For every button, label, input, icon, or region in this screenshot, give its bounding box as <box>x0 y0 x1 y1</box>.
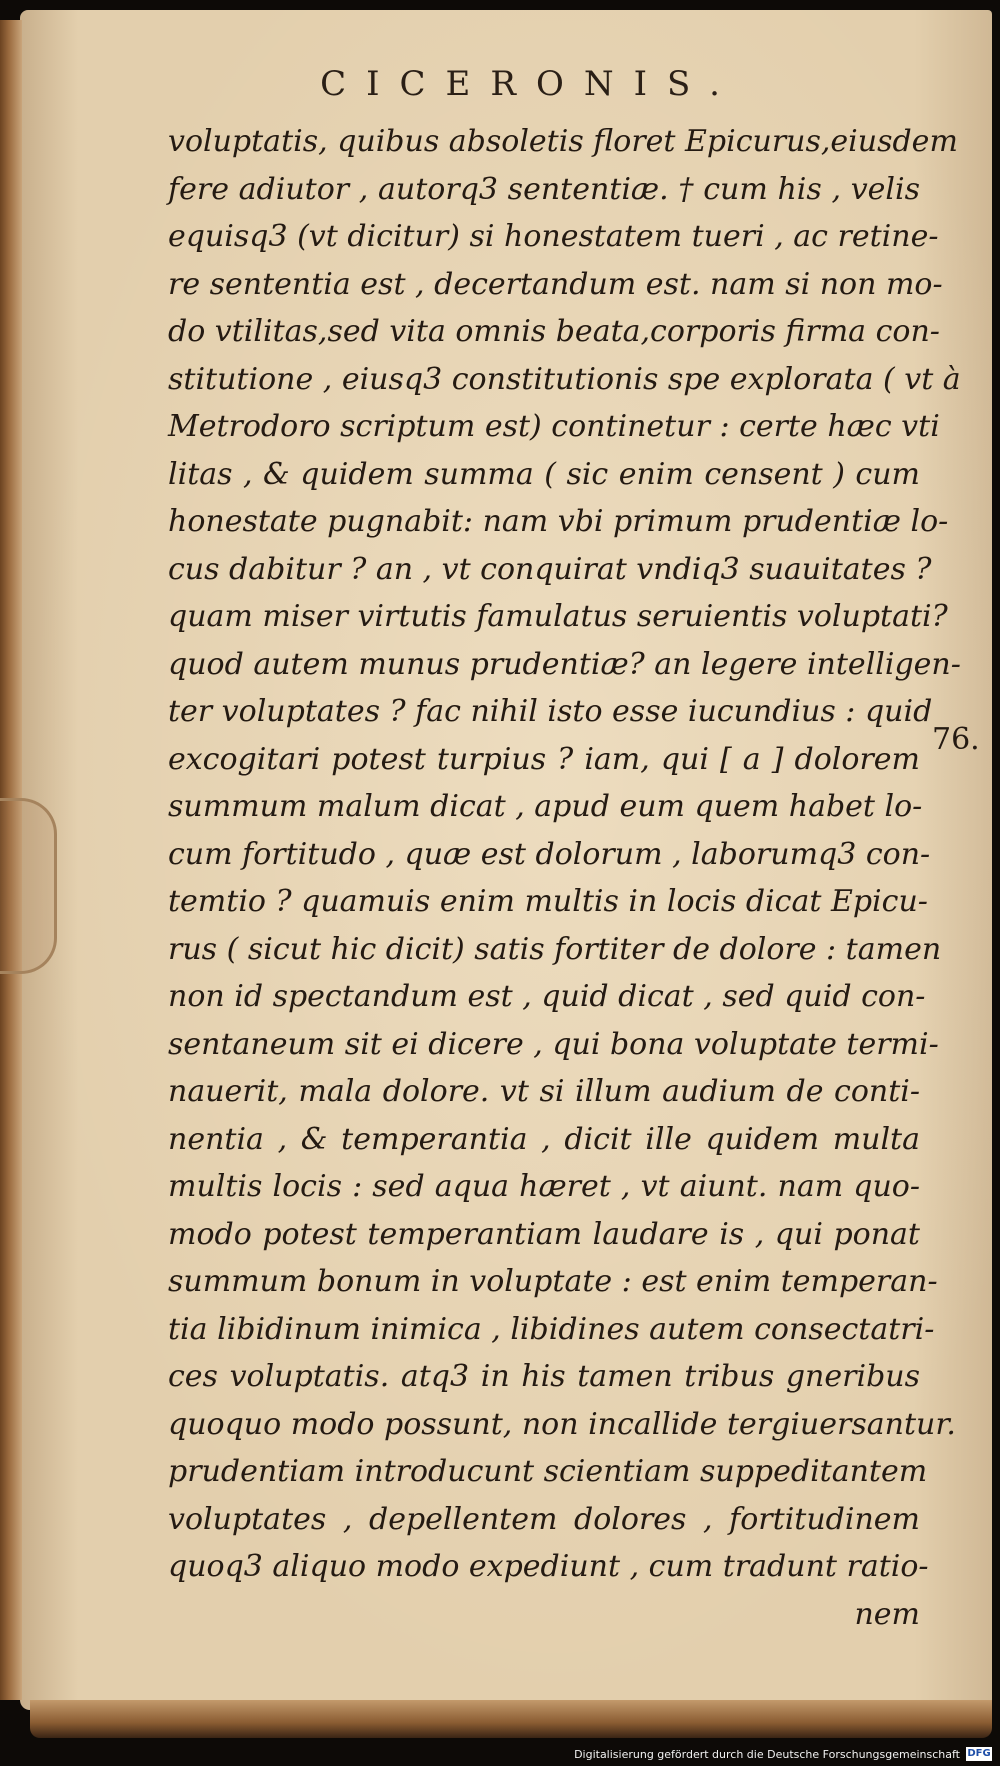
text-line: non id spectandum est , quid dicat , sed quid con- <box>168 979 926 1014</box>
text-line: temtio ? quamuis enim multis in locis dicat Epicu- <box>168 884 928 919</box>
catchword: nem <box>854 1596 920 1632</box>
text-line: re sententia est , decertandum est. nam si non mo- <box>168 266 943 302</box>
text-line: quod autem munus prudentiæ? an legere intelligen- <box>168 646 961 682</box>
margin-note: 76. <box>932 722 980 757</box>
text-line: quoq3 aliquo modo expediunt , cum tradunt ratio- <box>168 1549 929 1584</box>
running-head: CICERONIS. <box>320 64 740 104</box>
text-line: ces voluptatis. atq3 in his tamen tribus gneribus <box>168 1359 920 1394</box>
text-line: tia libidinum inimica , libidines autem consectatri- <box>168 1311 935 1347</box>
text-line: stitutione , eiusq3 constitutionis spe explorata ( vt à <box>168 361 961 397</box>
text-line: equisq3 (vt dicitur) si honestatem tueri , ac retine- <box>168 219 939 254</box>
text-line: ter voluptates ? fac nihil isto esse iucundius : quid <box>168 694 933 729</box>
text-line: excogitari potest turpius ? iam, qui [ a ] dolorem <box>168 741 920 777</box>
text-line: prudentiam introducunt scientiam suppeditantem <box>168 1454 928 1489</box>
text-line: modo potest temperantiam laudare is , qui ponat <box>168 1216 920 1252</box>
text-line: cus dabitur ? an , vt conquirat vndiq3 suauitates ? <box>168 551 932 587</box>
credit-text: Digitalisierung gefördert durch die Deutsche Forschungsgemeinschaft <box>574 1747 960 1761</box>
text-line: voluptatis, quibus absoletis floret Epicurus,eiusdem <box>168 124 958 159</box>
text-line: multis locis : sed aqua hæret , vt aiunt. nam quo- <box>168 1169 920 1204</box>
text-line: voluptates , depellentem dolores , fortitudinem <box>168 1501 920 1537</box>
text-line: summum malum dicat , apud eum quem habet lo- <box>168 789 923 824</box>
text-line: fere adiutor , autorq3 sententiæ. † cum his , velis <box>168 171 920 207</box>
text-line: honestate pugnabit: nam vbi primum prudentiæ lo- <box>168 504 949 539</box>
text-line: rus ( sicut hic dicit) satis fortiter de dolore : tamen <box>168 931 942 967</box>
text-line: quam miser virtutis famulatus seruientis voluptati? <box>168 599 948 634</box>
digitization-credit <box>574 1744 992 1764</box>
text-line: summum bonum in voluptate : est enim temperan- <box>168 1264 938 1299</box>
text-line: quoquo modo possunt, non incallide tergiuersantur. <box>168 1406 956 1442</box>
text-line: sentaneum sit ei dicere , qui bona voluptate termi- <box>168 1026 939 1062</box>
text-line: nauerit, mala dolore. vt si illum audium de conti- <box>168 1074 920 1109</box>
dfg-logo: DFG <box>967 1748 991 1759</box>
text-line: do vtilitas,sed vita omnis beata,corporis firma con- <box>168 314 940 349</box>
book-clasp <box>0 798 57 974</box>
text-line: cum fortitudo , quæ est dolorum , laborumq3 con- <box>168 836 931 872</box>
text-line: Metrodoro scriptum est) continetur : certe hæc vti <box>168 409 940 444</box>
page-bottom-edge <box>30 1700 992 1738</box>
text-line: litas , & quidem summa ( sic enim censent ) cum <box>168 456 920 492</box>
text-line: nentia , & temperantia , dicit ille quidem multa <box>168 1121 920 1157</box>
